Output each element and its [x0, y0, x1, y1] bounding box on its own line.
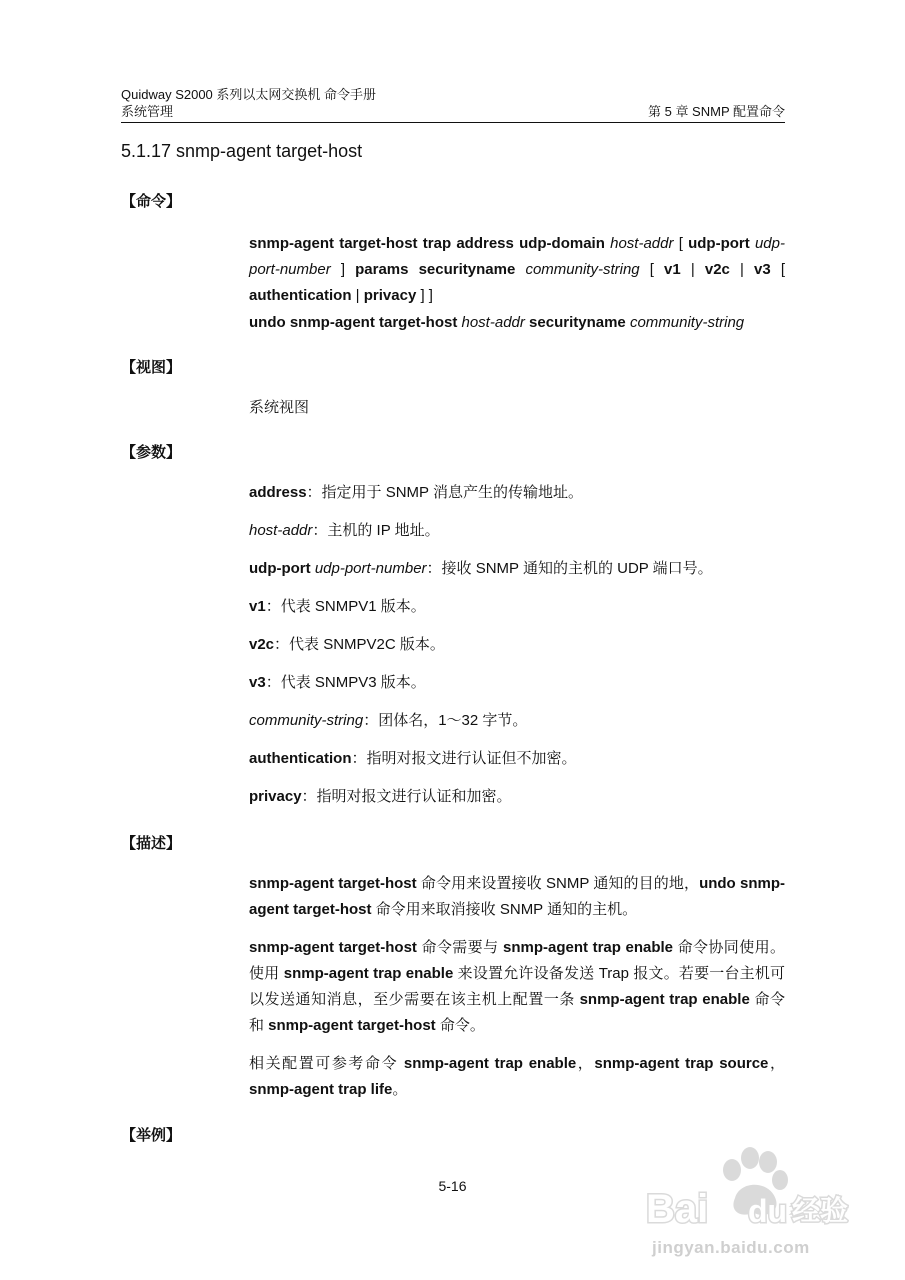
desc-run: 命令用来取消接收 SNMP 通知的主机。 [371, 901, 638, 918]
label-command: 【命令】 [121, 193, 182, 210]
cmd-arg: community-string [525, 261, 640, 278]
param-desc: ：主机的 IP 地址。 [312, 522, 440, 539]
header-chapter-left: 系统管理 [121, 104, 174, 119]
param-desc: ：指明对报文进行认证和加密。 [301, 788, 512, 805]
page-header [121, 86, 785, 120]
undo-syntax-line [249, 310, 785, 336]
param-desc: ：代表 SNMPV3 版本。 [265, 674, 426, 691]
desc-keyword: snmp-agent trap enable [283, 965, 454, 982]
label-example: 【举例】 [121, 1127, 182, 1144]
param-name: authentication [249, 750, 352, 767]
param-desc: ：团体名，1～32 字节。 [363, 712, 528, 729]
param-v2c [249, 635, 785, 655]
desc-keyword: snmp-agent trap life [249, 1081, 393, 1098]
view-text: 系统视图 [249, 399, 310, 416]
desc-paragraph-1 [249, 871, 785, 923]
cmd-keyword: v3 [754, 261, 771, 278]
cmd-separator: | [351, 287, 364, 304]
label-description: 【描述】 [121, 835, 182, 852]
param-desc: ：代表 SNMPV2C 版本。 [274, 636, 445, 653]
param-name: community-string [249, 712, 364, 729]
cmd-keyword: v1 [664, 261, 681, 278]
desc-run: 命令协同使用。使用 [249, 939, 785, 982]
label-view: 【视图】 [121, 359, 182, 376]
cmd-separator: | [729, 261, 755, 278]
param-host-addr [249, 521, 785, 541]
cmd-keyword: authentication [249, 287, 352, 304]
cmd-arg: host-addr [461, 314, 525, 331]
section-title: 5.1.17 snmp-agent target-host [121, 141, 363, 161]
param-udp-port [249, 559, 785, 579]
cmd-separator: | [680, 261, 705, 278]
desc-run: 命令需要与 [416, 939, 504, 956]
desc-keyword: snmp-agent target-host [268, 1017, 436, 1034]
param-community-string [249, 711, 785, 731]
label-params: 【参数】 [121, 444, 182, 461]
desc-run: 来设置允许设备发送 Trap 报文。若要一台主机可以发送通知消息，至少需要在该主机上配置一条 [249, 965, 786, 1008]
param-name: v1 [249, 598, 266, 615]
cmd-bracket: [ [673, 235, 689, 252]
header-divider [121, 122, 785, 123]
param-authentication [249, 749, 785, 769]
cmd-keyword: udp-port [688, 235, 750, 252]
cmd-bracket: [ [639, 261, 665, 278]
param-privacy [249, 787, 785, 807]
cmd-bracket: ] [330, 261, 356, 278]
param-name: host-addr [249, 522, 313, 539]
param-name: v2c [249, 636, 275, 653]
command-syntax-line [249, 231, 785, 309]
desc-keyword: snmp-agent trap enable [579, 991, 750, 1008]
param-name: privacy [249, 788, 302, 805]
desc-keyword: snmp-agent trap enable [403, 1055, 577, 1072]
svg-text:Bai: Bai [646, 1187, 709, 1231]
cmd-bracket: ] ] [416, 287, 433, 304]
watermark-url: jingyan.baidu.com [652, 1238, 810, 1257]
desc-run: 命令和 [249, 991, 785, 1034]
cmd-keyword: securityname [529, 314, 626, 331]
cmd-keyword: snmp-agent target-host trap address udp-domain [249, 235, 605, 252]
param-desc: ：接收 SNMP 通知的主机的 UDP 端口号。 [426, 560, 713, 577]
cmd-keyword: privacy [363, 287, 417, 304]
command-syntax [249, 231, 785, 309]
param-name: udp-port [249, 560, 311, 577]
cmd-keyword: v2c [704, 261, 730, 278]
param-v3 [249, 673, 785, 693]
desc-paragraph-3 [249, 1051, 785, 1103]
desc-paragraph-2 [249, 935, 785, 1039]
desc-keyword: snmp-agent trap enable [503, 939, 674, 956]
cmd-arg: community-string [629, 314, 745, 331]
param-desc: ：指定用于 SNMP 消息产生的传输地址。 [306, 484, 583, 501]
param-desc: ：指明对报文进行认证但不加密。 [351, 750, 577, 767]
param-name: address [249, 484, 307, 501]
desc-keyword: snmp-agent trap source [594, 1055, 769, 1072]
desc-keyword: snmp-agent target-host [249, 939, 417, 956]
command-undo-syntax [249, 310, 785, 336]
cmd-keyword: params securityname [355, 261, 516, 278]
desc-keyword: undo snmp-agent target-host [249, 875, 785, 918]
cmd-bracket: [ [780, 261, 786, 278]
page-number: 5-16 [438, 1178, 467, 1194]
desc-run: 命令用来设置接收 SNMP 通知的目的地， [416, 875, 700, 892]
param-arg: udp-port-number [314, 560, 427, 577]
desc-run: 。 [392, 1081, 408, 1098]
desc-run: 命令。 [435, 1017, 485, 1034]
param-desc: ：代表 SNMPV1 版本。 [265, 598, 426, 615]
desc-run: ， [576, 1055, 595, 1072]
desc-run: ， [768, 1055, 785, 1072]
desc-text [249, 935, 785, 1039]
desc-text [249, 1051, 785, 1103]
desc-run: 相关配置可参考命令 [249, 1055, 404, 1072]
param-v1 [249, 597, 785, 617]
cmd-arg: host-addr [610, 235, 674, 252]
param-name: v3 [249, 674, 266, 691]
cmd-arg: udp-port-number [249, 235, 785, 278]
svg-text:du: du [748, 1193, 788, 1229]
header-chapter-right: 第 5 章 SNMP 配置命令 [647, 104, 785, 119]
cmd-keyword: undo snmp-agent target-host [249, 314, 458, 331]
svg-text:经验: 经验 [792, 1194, 849, 1227]
desc-text [249, 871, 785, 923]
desc-keyword: snmp-agent target-host [249, 875, 417, 892]
header-manual-title: Quidway S2000 系列以太网交换机 命令手册 [121, 87, 377, 102]
param-address [249, 483, 785, 503]
